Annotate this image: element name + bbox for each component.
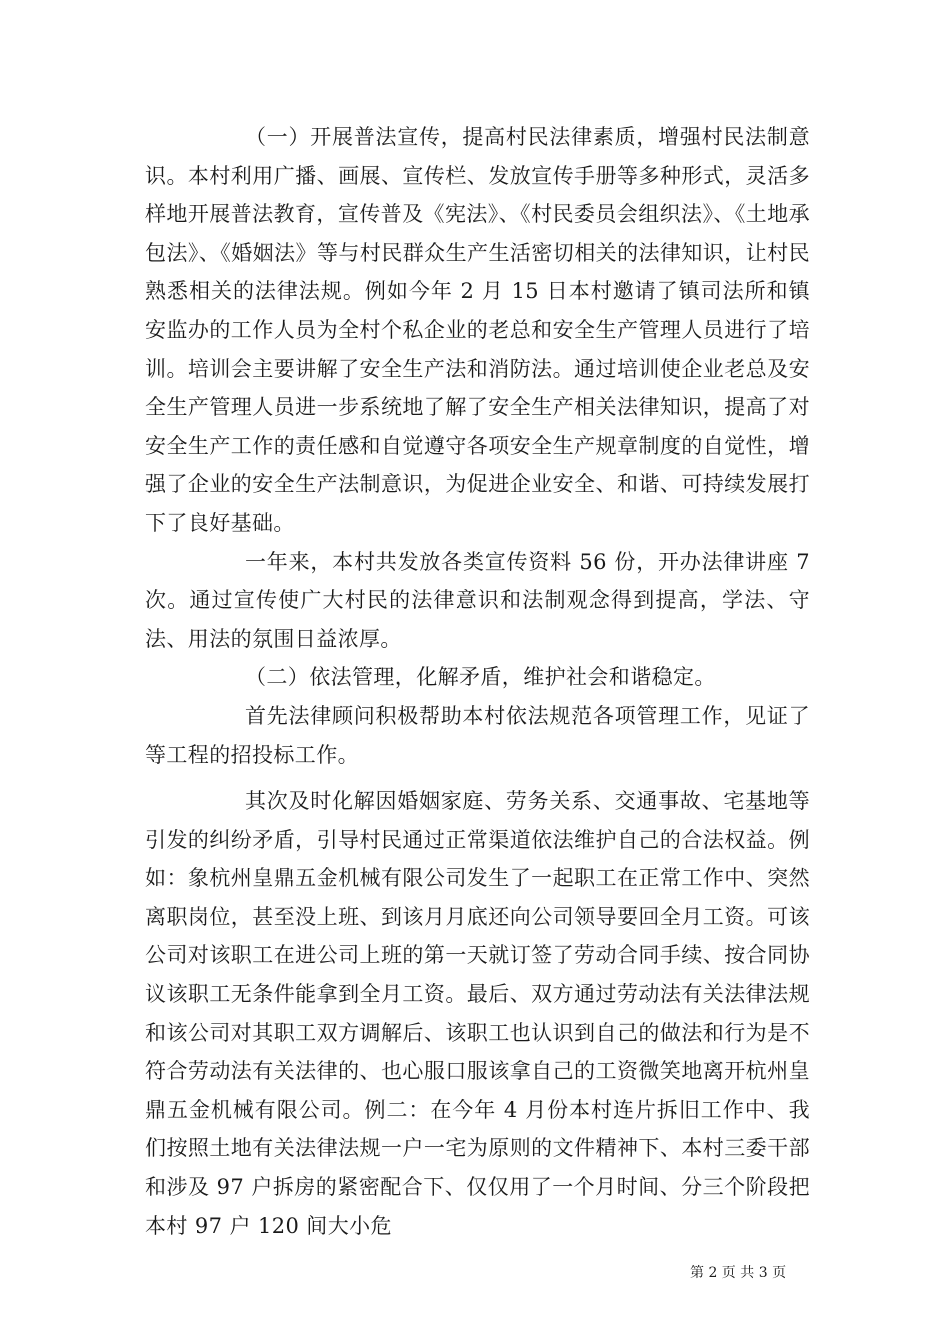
paragraph-legal-counsel: 首先法律顾问积极帮助本村依法规范各项管理工作，见证了等工程的招投标工作。	[145, 703, 810, 767]
paragraph-annual-summary: 一年来，本村共发放各类宣传资料 56 份，开办法律讲座 7 次。通过宣传使广大村民的法律意识和法制观念得到提高，学法、守法、用法的氛围日益浓厚。	[145, 549, 810, 651]
paragraph-section-two-heading: （二）依法管理，化解矛盾，维护社会和谐稳定。	[245, 665, 716, 690]
document-body	[145, 118, 810, 1245]
paragraph-legal-publicity: （一）开展普法宣传，提高村民法律素质，增强村民法制意识。本村利用广播、画展、宣传栏、发放宣传手册等多种形式，灵活多样地开展普法教育，宣传普及《宪法》、《村民委员会组织法》、《土地承包法》、《婚姻法》等与村民群众生产生活密切相关的法律知识，让村民熟悉相关的法律法规。例如今年 2 月 15 日本村邀请了镇司法所和镇安监办的工作人员为全村个私企业的老总和安全生产管理人员进行了培训。培训会主要讲解了安全生产法和消防法。通过培训使企业老总及安全生产管理人员进一步系统地了解了安全生产相关法律知识，提高了对安全生产工作的责任感和自觉遵守各项安全生产规章制度的自觉性，增强了企业的安全生产法制意识，为促进企业安全、和谐、可持续发展打下了良好基础。	[145, 125, 810, 535]
page-number-footer: 第 2 页 共 3 页	[690, 1265, 787, 1281]
paragraph-dispute-resolution: 其次及时化解因婚姻家庭、劳务关系、交通事故、宅基地等引发的纠纷矛盾，引导村民通过正常渠道依法维护自己的合法权益。例如：象杭州皇鼎五金机械有限公司发生了一起职工在正常工作中、突然离职岗位，甚至没上班、到该月月底还向公司领导要回全月工资。可该公司对该职工在进公司上班的第一天就订签了劳动合同手续、按合同协议该职工无条件能拿到全月工资。最后、双方通过劳动法有关法律法规和该公司对其职工双方调解后、该职工也认识到自己的做法和行为是不符合劳动法有关法律的、也心服口服该拿自己的工资微笑地离开杭州皇鼎五金机械有限公司。例二：在今年 4 月份本村连片拆旧工作中、我们按照土地有关法律法规一户一宅为原则的文件精神下、本村三委干部和涉及 97 户拆房的紧密配合下、仅仅用了一个月时间、分三个阶段把本村 97 户 120 间大小危	[145, 789, 810, 1238]
